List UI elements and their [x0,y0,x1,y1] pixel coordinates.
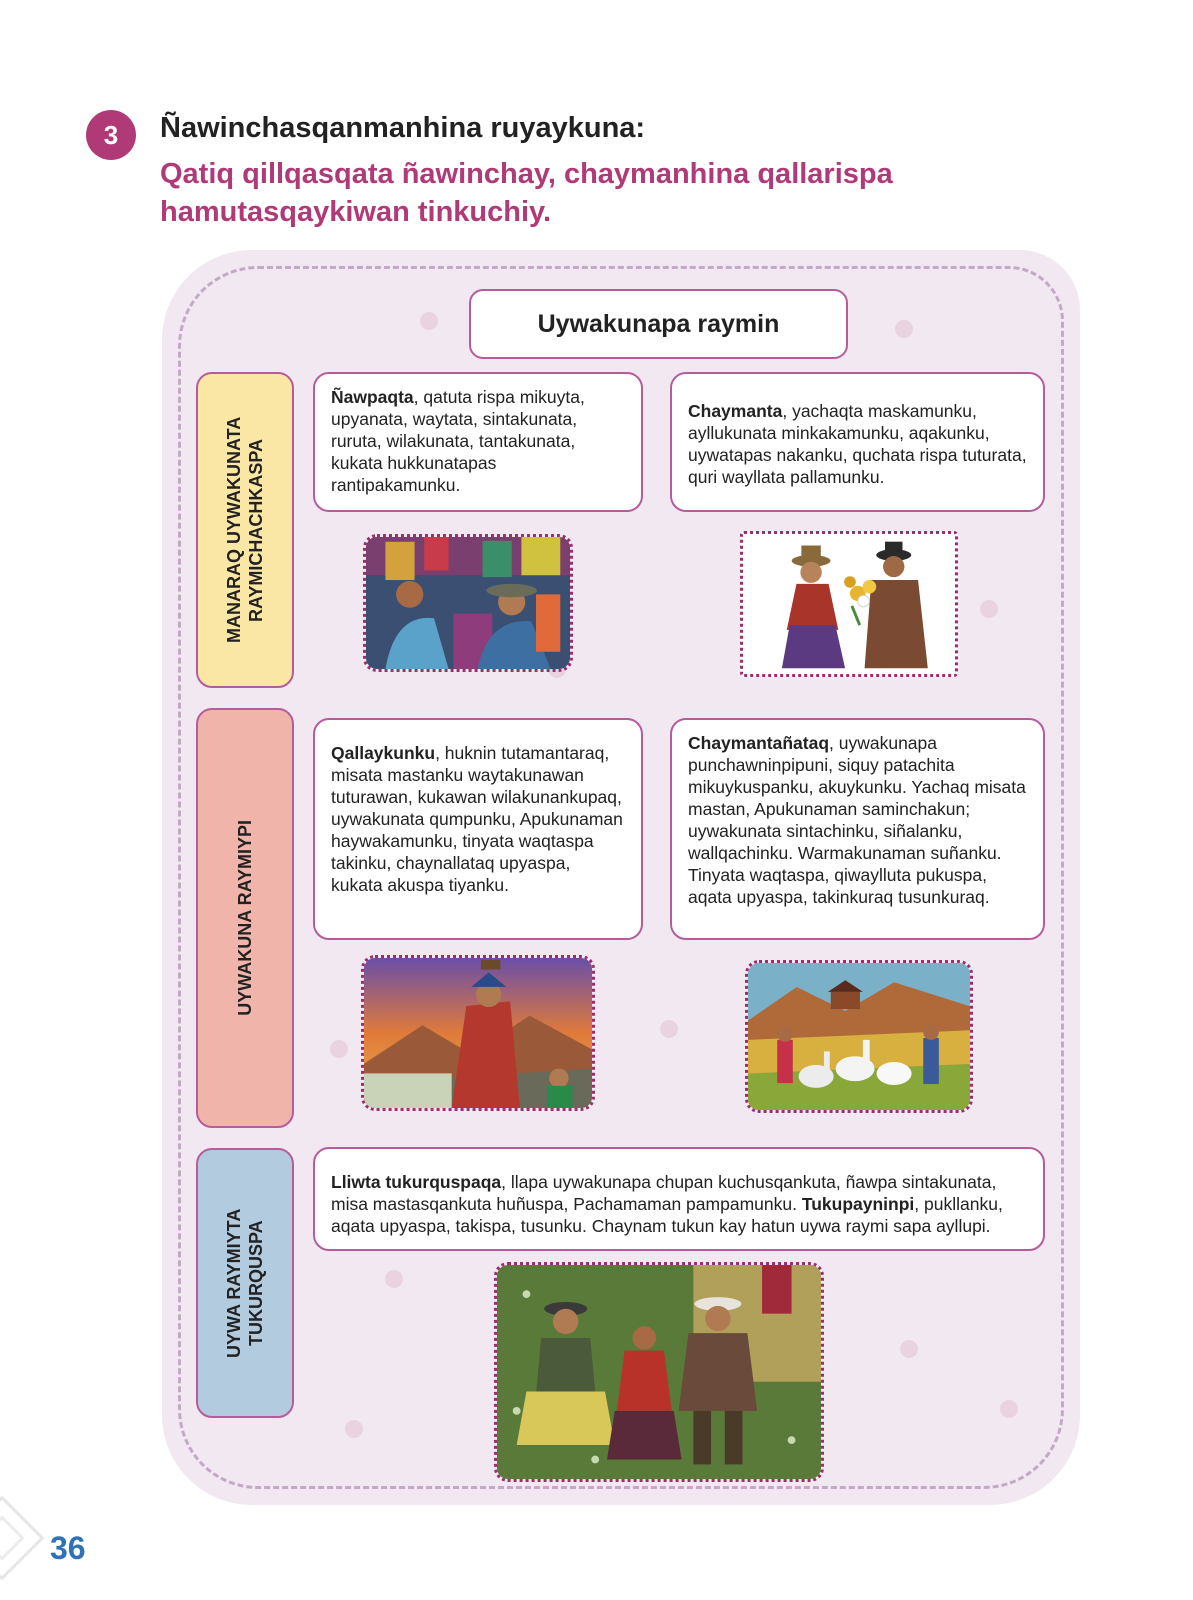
illustration-offering [361,955,595,1111]
illustration-flowers [740,531,958,677]
stage-label-before [196,372,294,688]
text-body-2: , pukllanku, aqata upyaspa, takispa, tusunku. Chaynam tukun kay hatun uywa raymi sapa ayllupi. [331,1194,1003,1236]
illustration-market [363,534,573,672]
text-lead: Qallaykunku [331,743,436,763]
stage-label-text: UYWA RAYMIYTA TUKURQUSPA [224,1208,266,1358]
text-lead: Lliwta tukurquspaqa [331,1172,502,1192]
page-number: 36 [50,1530,86,1566]
decor-dot [420,312,438,330]
decor-dot [900,1340,918,1358]
text-lead-2: Tukupayninpi [801,1194,915,1214]
illustration-llamas [745,960,973,1113]
text-box-nawpaqta [313,372,643,512]
text-lead: Ñawpaqta [331,387,414,407]
stage-label-text: MANARAQ UYWAKUNATA RAYMICHACHKASPA [224,416,266,644]
activity-number-badge: 3 [86,110,136,160]
stage-label-text: UYWAKUNA RAYMIYPI [235,820,255,1016]
stage-label-after [196,1148,294,1418]
decor-dot [895,320,913,338]
text-box-lliwta-tukurquspaqa [313,1147,1045,1251]
text-body: , uywakunapa punchawninpipuni, siquy patachita mikuykuspanku, akuykunku. Yachaq misata mastan, Apukunaman saminchakun; uywakunata sintachinku, siñalanku, wallqachinku. Warmakunaman suñanku. Tinyata waqtaspa, qiwaylluta pukuspa, aqata upyaspa, takinkuraq tusunkuraq. [688,733,1026,907]
illustration-dance [494,1262,824,1482]
text-lead: Chaymanta [688,401,783,421]
decor-dot [660,1020,678,1038]
activity-heading: Ñawinchasqanmanhina ruyaykuna: [160,112,646,144]
decor-dot [330,1040,348,1058]
text-lead: Chaymantañataq [688,733,830,753]
text-body: , yachaqta maskamunku, ayllukunata minkakamunku, aqakunku, uywatapas nakanku, quchata rispa tuturata, quri wayllata pallamunku. [688,401,1027,487]
stage-label-during [196,708,294,1128]
decor-dot [1000,1400,1018,1418]
activity-instruction: Qatiq qillqasqata ñawinchay, chaymanhina qallarispa hamutasqaykiwan tinkuchiy. [160,158,893,228]
chart-title-box [469,289,848,359]
decor-dot [345,1420,363,1438]
text-body: , llapa uywakunapa chupan kuchusqankuta, ñawpa sintakunata, misa mastasqankuta huñuspa, Pachamaman pampamunku. [331,1172,997,1214]
text-box-chaymanta [670,372,1045,512]
decor-dot [385,1270,403,1288]
chart-title: Uywakunapa raymin [537,309,780,338]
decor-dot [980,600,998,618]
text-body: , huknin tutamantaraq, misata mastanku waytakunawan tuturawan, kukawan wilakunankupaq, uywakunata qumpunku, Apukunaman haywakamunku, tinyata waqtaspa takinku, chaynallataq upyaspa, kukata akuspa tiyanku. [331,743,623,895]
text-body: , qatuta rispa mikuyta, upyanata, waytata, sintakunata, ruruta, wilakunata, tantakunata, kukata hukkunatapas rantipakamunku. [331,387,585,495]
text-box-qallaykunku [313,718,643,940]
text-box-chaymantanataq [670,718,1045,940]
